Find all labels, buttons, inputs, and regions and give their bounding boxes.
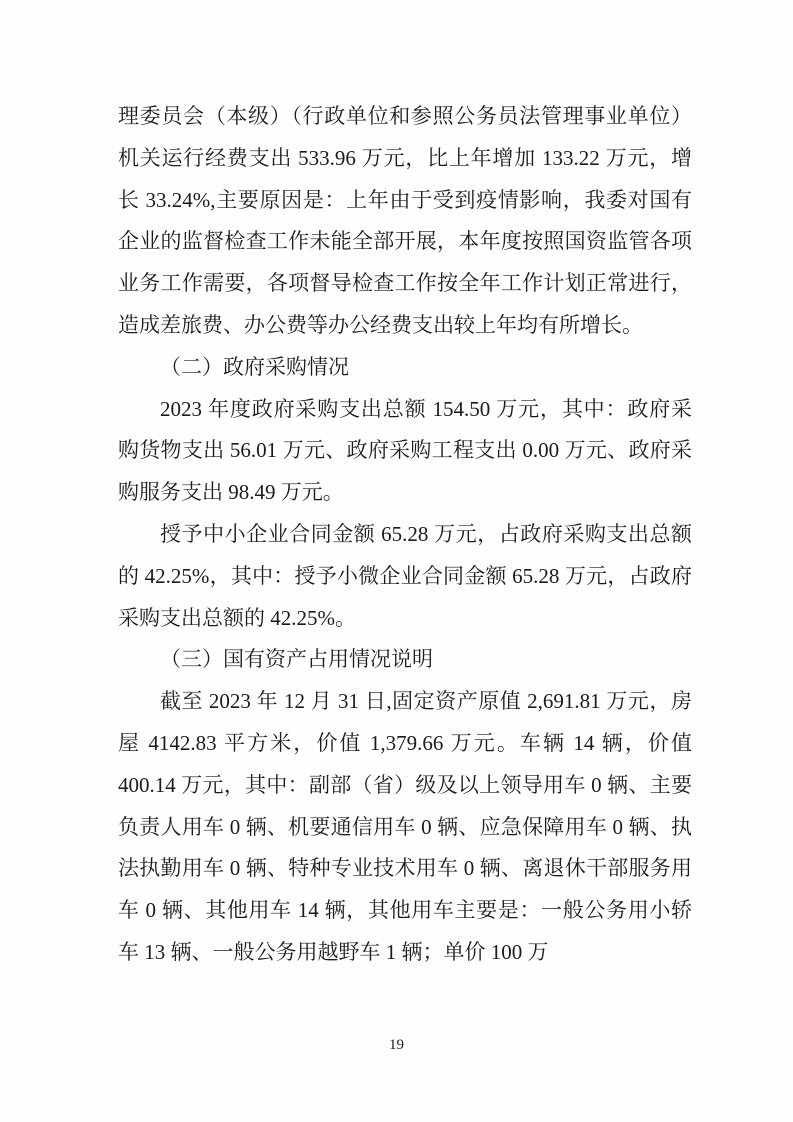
section-heading-state-owned-assets: （三）国有资产占用情况说明 (160, 647, 433, 672)
paragraph-sme-contract-amount: 授予中小企业合同金额 65.28 万元，占政府采购支出总额的 42.25%，其中：授予小微企业合同金额 65.28 万元，占政府采购支出总额的 42.25%。 (118, 521, 692, 630)
page-number: 19 (389, 1037, 404, 1053)
paragraph-operating-expense-continuation: 理委员会（本级）（行政单位和参照公务员法管理事业单位）机关运行经费支出 533.96 万元，比上年增加 133.22 万元，增长 33.24%,主要原因是：上年由于受到疫情影响，我委对国有企业的监督检查工作未能全部开展，本年度按照国资监管各项业务工作需要，各项督导检查工作按全年工作计划正常进行，造成差旅费、办公费等办公经费支出较上年均有所增长。 (118, 104, 692, 337)
paragraph-procurement-expense: 2023 年度政府采购支出总额 154.50 万元，其中：政府采购货物支出 56.01 万元、政府采购工程支出 0.00 万元、政府采购服务支出 98.49 万元。 (118, 396, 692, 505)
paragraph-state-owned-assets-detail: 截至 2023 年 12 月 31 日,固定资产原值 2,691.81 万元，房屋 4142.83 平方米，价值 1,379.66 万元。车辆 14 辆，价值 400.14 万元，其中：副部（省）级及以上领导用车 0 辆、主要负责人用车 0 辆、机要通信用车 0 辆、应急保障用车 0 辆、执法执勤用车 0 辆、特种专业技术用车 0 辆、离退休干部服务用车 0 辆、其他用车 14 辆，其他用车主要是：一般公务用小轿车 13 辆、一般公务用越野车 1 辆；单价 100 万 (118, 689, 692, 964)
document-body (118, 96, 692, 974)
section-heading-government-procurement: （二）政府采购情况 (160, 354, 349, 379)
